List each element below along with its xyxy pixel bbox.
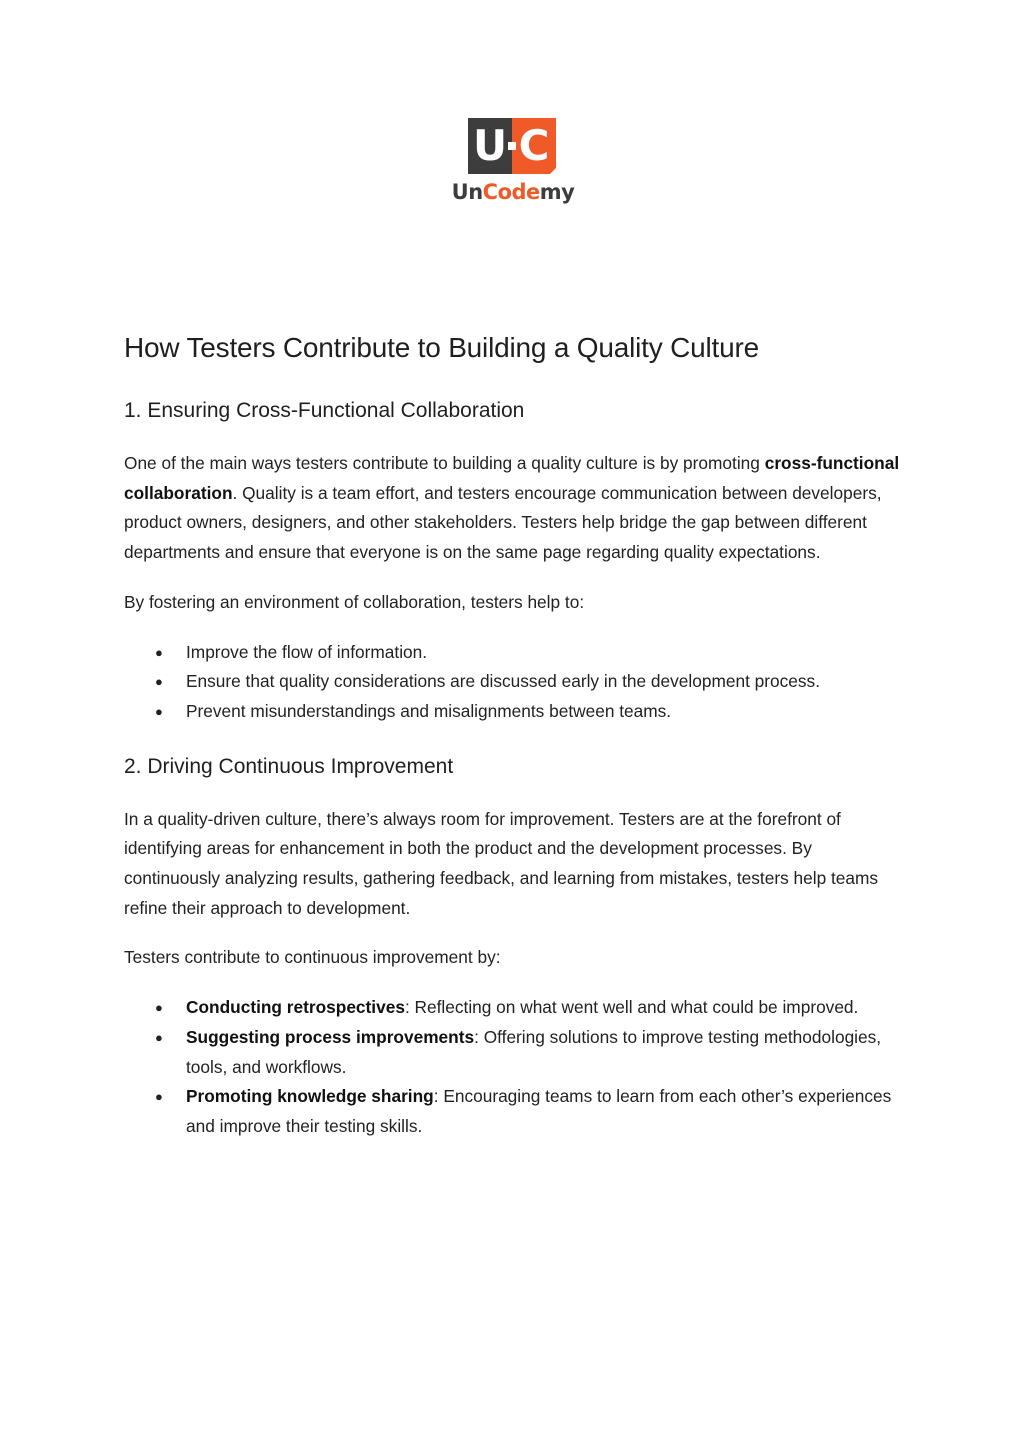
list-item-text: : Encouraging teams to learn from each other’s experiences and improve their testing skills. [186,1086,892,1136]
bullet-icon: ● [155,1029,163,1045]
list-item-text: Improve the flow of information. [186,641,428,662]
logo-mark [468,118,556,174]
list-item-text: : Offering solutions to improve testing methodologies, tools, and workflows. [186,1026,882,1077]
section-2-heading: 2. Driving Continuous Improvement [124,754,454,778]
list-item-bold: Promoting knowledge sharing [186,1086,434,1107]
section-2-paragraph-1: In a quality-driven culture, there’s always room for improvement. Testers are at the forefront of identifying areas for enhancement in both the product and the development processes. By continuously analyzing results, gathering feedback, and learning from mistakes, testers help teams refine their approach to development. [124,808,879,918]
section-1-paragraph-1-bold: cross-functional collaboration [124,453,900,503]
logo-word-part3: my [539,180,575,204]
section-1-paragraph-1-pre: One of the main ways testers contribute to building a quality culture is by promoting [124,453,765,473]
section-1-paragraph-1-post: . Quality is a team effort, and testers encourage communication between developers, product owners, designers, and other stakeholders. Testers help bridge the gap between different departments and ensure that everyone is on the same page regarding quality expectations. [124,482,882,563]
section-1-bullet-list [124,638,900,727]
section-2-bullet-list [124,993,900,1142]
bullet-icon: ● [155,1000,163,1016]
uncodemy-logo [440,118,586,210]
list-item [124,667,900,697]
logo-mark-c: C [512,118,556,174]
list-item [124,1082,900,1141]
bullet-icon: ● [155,1089,163,1105]
logo-mark-notch [550,168,556,174]
bullet-icon: ● [155,644,163,660]
bullet-icon: ● [155,703,163,719]
list-item [124,1023,900,1082]
list-item-bold: Suggesting process improvements [186,1026,475,1047]
list-item [124,993,900,1023]
bullet-icon: ● [155,674,163,690]
page-title: How Testers Contribute to Building a Quality Culture [124,332,759,363]
section-1-paragraph-1 [124,449,900,568]
list-item-bold: Conducting retrospectives [186,997,405,1018]
list-item [124,638,900,668]
logo-wordmark [440,180,586,204]
section-1-heading: 1. Ensuring Cross-Functional Collaboration [124,399,525,422]
document-body [124,328,900,1142]
list-item-text: : Reflecting on what went well and what could be improved. [404,997,859,1018]
logo-word-part1: Un [451,180,483,204]
section-2-paragraph-2: Testers contribute to continuous improvement by: [124,947,501,968]
logo-mark-u: U [468,118,512,174]
list-item [124,697,900,727]
section-1-paragraph-2: By fostering an environment of collaboration, testers help to: [124,591,585,612]
list-item-text: Ensure that quality considerations are discussed early in the development process. [186,671,820,692]
logo-word-part2: Code [482,180,540,204]
list-item-text: Prevent misunderstandings and misalignments between teams. [186,700,672,721]
logo-mark-dot [508,142,516,150]
